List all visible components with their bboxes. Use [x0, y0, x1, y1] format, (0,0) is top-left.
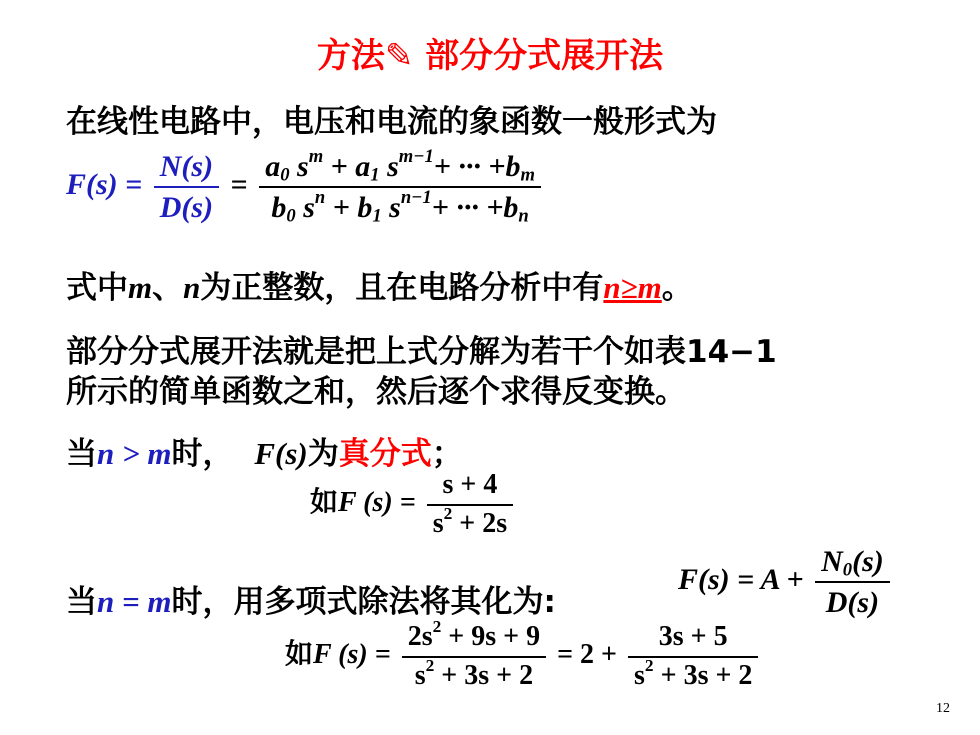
polynomial-numerator: $a_0$ $s^m + a_1$ $s^{m-1}+$ ··· $+b_m$ [265, 146, 535, 186]
example2-fraction-2 [628, 622, 758, 692]
slide-title: 方法✎ 部分分式展开法 [316, 36, 664, 76]
case2-prefix: 当 [66, 584, 97, 620]
formula-denominator-ds: D(s) [159, 191, 214, 224]
case1-prefix: 当 [66, 436, 97, 472]
paragraph-line-1: 部分分式展开法就是把上式分解为若干个如表14−1 [66, 334, 777, 370]
example1-lhs: F (s) = [338, 487, 416, 519]
var-n: n [183, 270, 201, 305]
var-m: m [128, 270, 153, 305]
formula-nd-fraction [154, 150, 219, 224]
example2-numerator-1: $2s^2 + 9s + 9$ [407, 616, 541, 652]
case2-condition: n = m [97, 584, 172, 619]
example2-denominator-2: $s^2 + 3s + 2$ [634, 655, 753, 691]
n0-over-d-fraction [815, 545, 890, 619]
case1-mid: 时， [171, 436, 234, 472]
formula-lhs: F(s) = [66, 167, 143, 201]
example-1 [310, 470, 517, 540]
formula-equals: = [230, 167, 248, 201]
example2-prefix: 如 [285, 637, 314, 671]
formula-numerator-ns: N(s) [159, 150, 214, 183]
example2-lhs: F (s) = [313, 639, 391, 671]
division-formula [678, 545, 894, 619]
formula-polynomial-fraction [259, 146, 541, 227]
example2-numerator-2: 3s + 5 [658, 621, 728, 652]
case2-lhs: F(s) = A + [678, 562, 804, 596]
page-number: 12 [936, 701, 950, 716]
n0-numerator: $N_0(s)$ [821, 545, 884, 581]
example1-fraction [427, 470, 513, 540]
example2-denominator-1: $s^2 + 3s + 2$ [414, 655, 534, 691]
mn-prefix: 式中 [66, 270, 128, 306]
intro-text: 在线性电路中，电压和电流的象函数一般形式为 [66, 104, 717, 140]
case-n-gt-m [66, 428, 463, 473]
case1-end: ； [431, 436, 463, 472]
case2-mid: 时，用多项式除法将其化为: [171, 584, 556, 620]
case1-is: 为 [307, 436, 339, 472]
case-n-eq-m [66, 576, 556, 621]
proper-fraction-label: 真分式 [338, 436, 432, 472]
case1-fs: F(s) [254, 436, 308, 471]
mn-condition-line [66, 262, 693, 307]
example1-denominator: $s^2 + 2s$ [432, 503, 508, 539]
general-formula [66, 146, 545, 227]
paragraph-line-2: 所示的简单函数之和，然后逐个求得反变换。 [66, 374, 686, 410]
mn-sep: 、 [152, 270, 184, 306]
example1-numerator: s + 4 [442, 469, 498, 500]
example-2 [285, 616, 762, 692]
example2-equals: = 2 + [557, 639, 618, 671]
mn-middle: 为正整数，且在电路分析中有 [200, 270, 604, 306]
polynomial-denominator: $b_0$ $s^n + b_1$ $s^{n-1}+$ ··· $+b_n$ [271, 187, 529, 227]
n-geq-m: n≥m [603, 270, 662, 305]
ds-denominator: D(s) [825, 586, 880, 619]
example2-fraction-1 [402, 616, 546, 692]
mn-end: 。 [661, 270, 693, 306]
case1-condition: n > m [97, 436, 172, 471]
example1-prefix: 如 [310, 485, 339, 519]
